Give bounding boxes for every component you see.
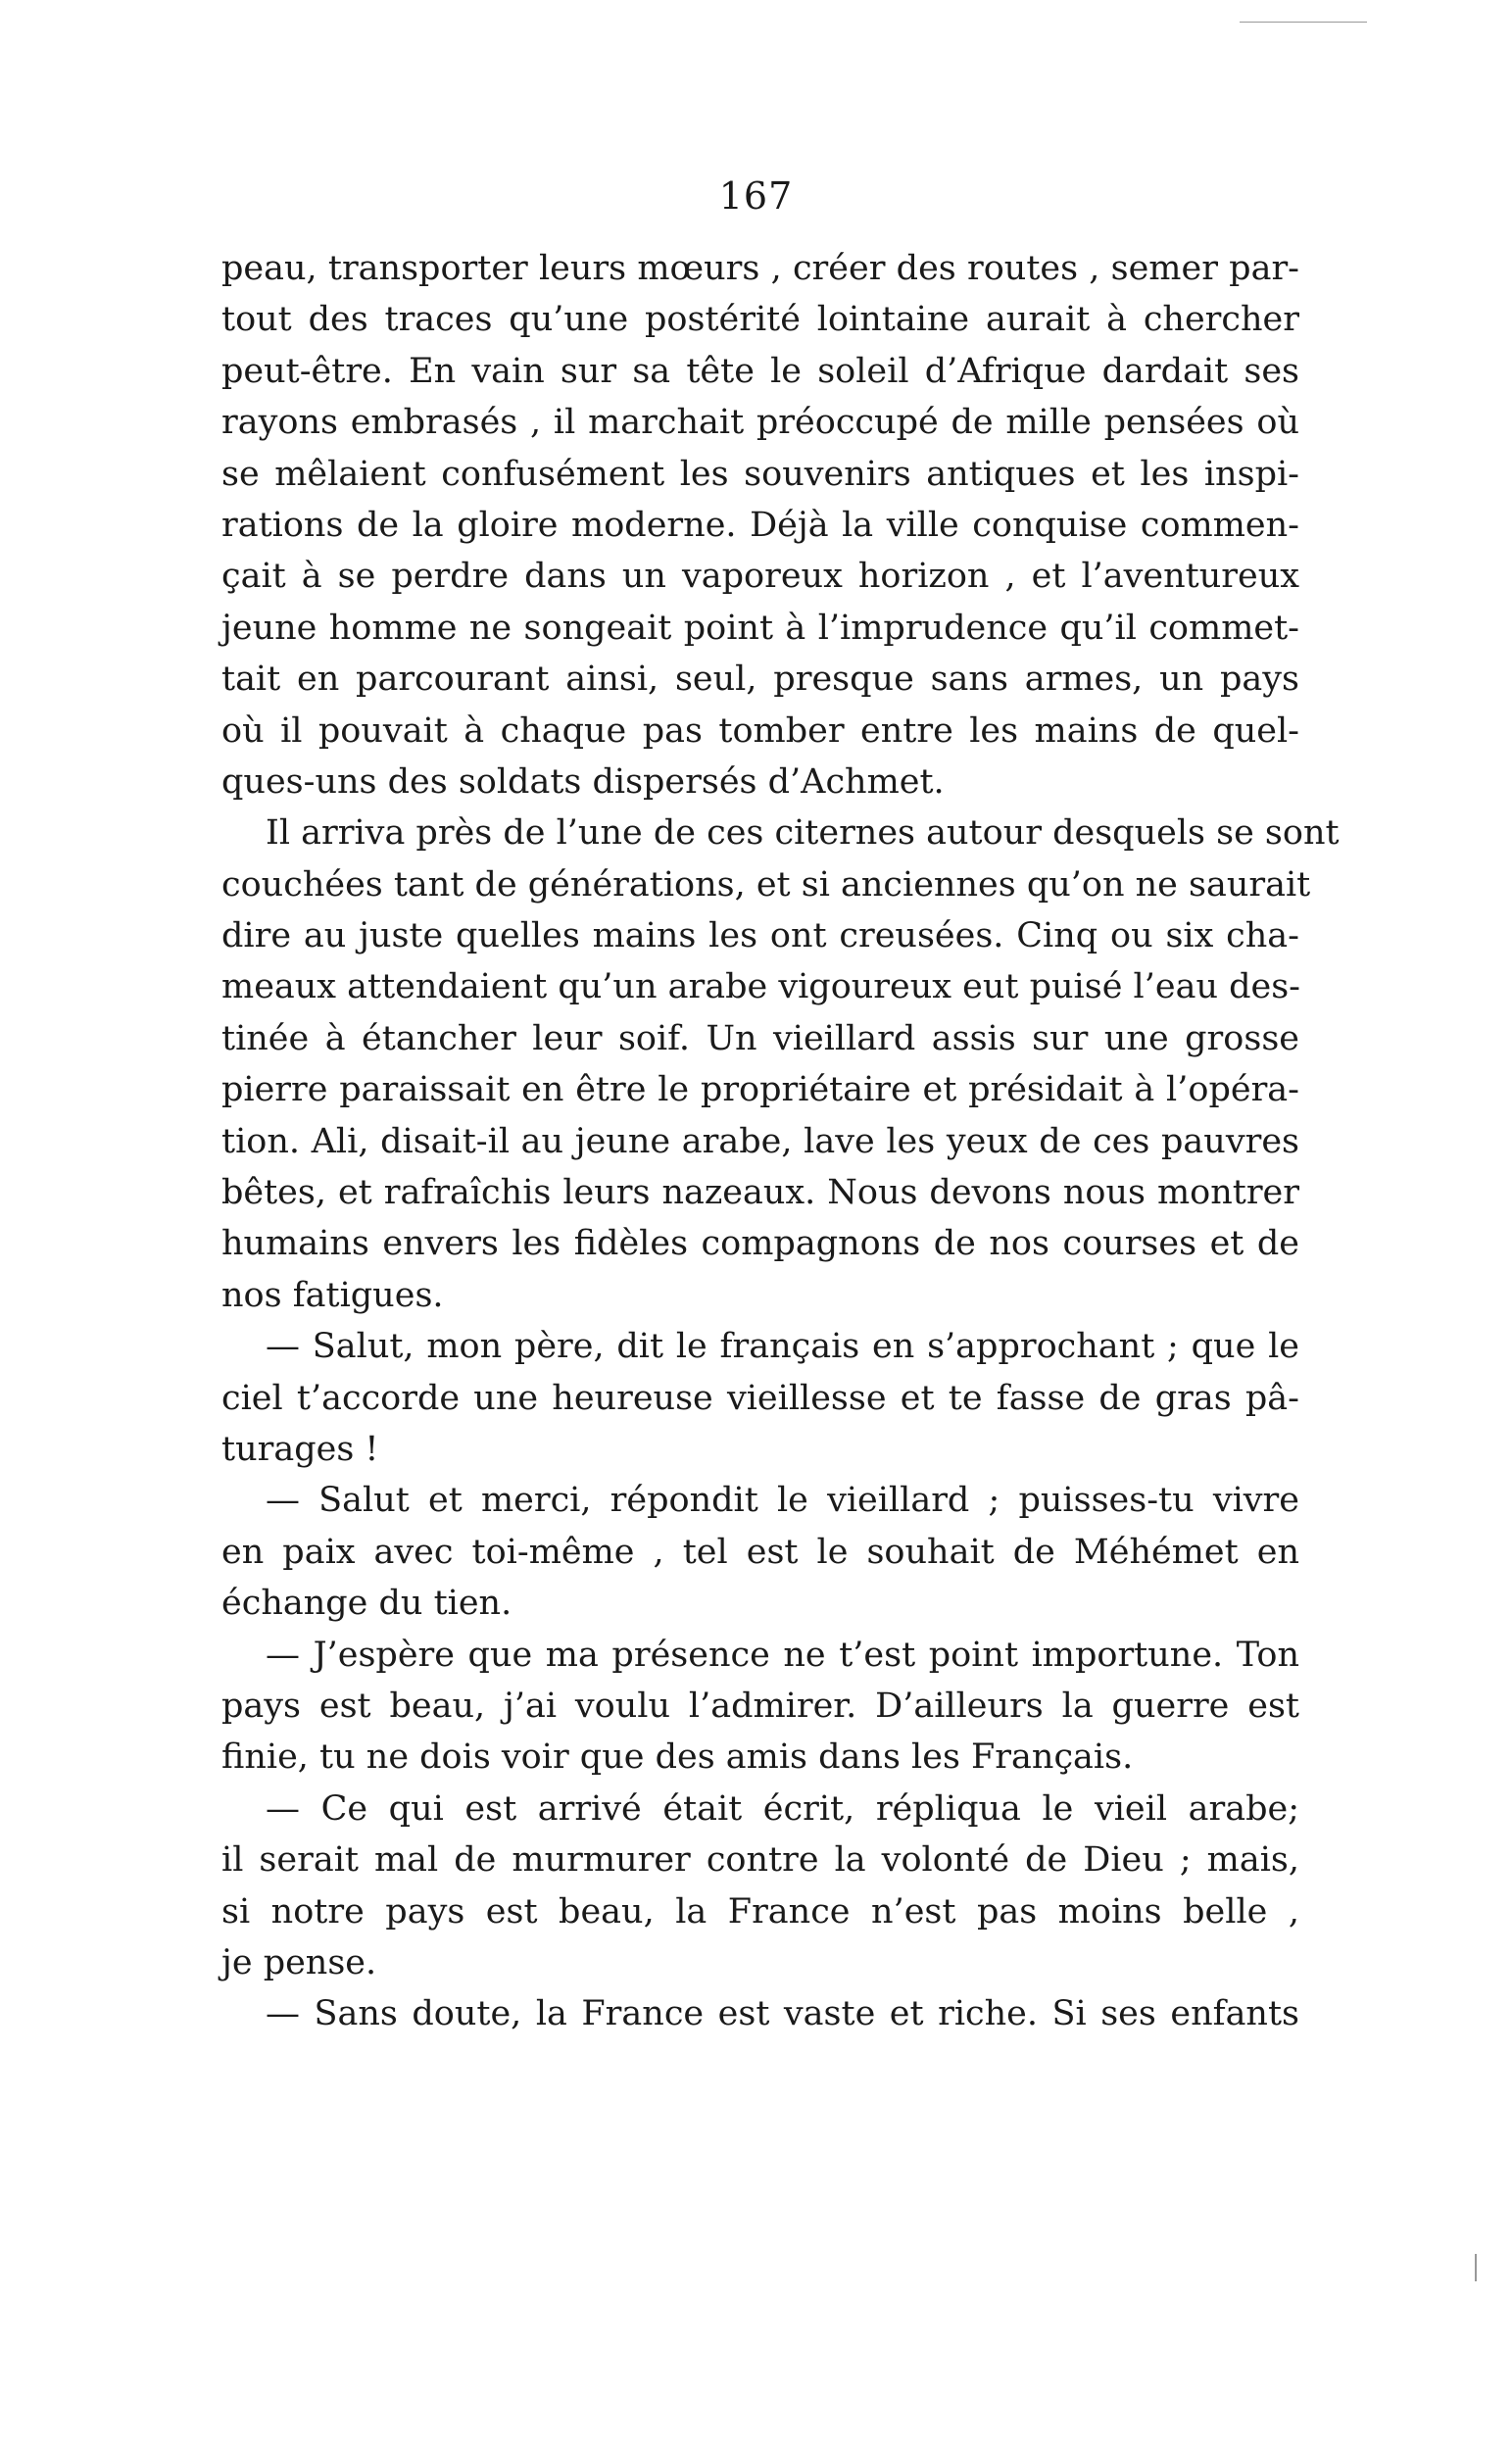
text-line: dire au juste quelles mains les ont creusées. Cinq ou six cha- xyxy=(221,916,1299,956)
text-line: échange du tien. xyxy=(221,1584,512,1624)
text-line: peau, transporter leurs mœurs , créer des routes , semer par- xyxy=(221,249,1299,288)
text-line: — Sans doute, la France est vaste et riche. Si ses enfants xyxy=(266,1994,1299,2034)
text-line: si notre pays est beau, la France n’est pas moins belle , xyxy=(221,1891,1299,1932)
text-line: pierre paraissait en être le propriétaire et présidait à l’opéra- xyxy=(221,1070,1299,1110)
text-line: en paix avec toi-même , tel est le souhait de Méhémet en xyxy=(221,1532,1299,1572)
text-line: — Salut, mon père, dit le français en s’approchant ; que le xyxy=(266,1327,1299,1367)
text-line: ciel t’accorde une heureuse vieillesse et te fasse de gras pâ- xyxy=(221,1378,1299,1418)
body-text xyxy=(221,243,1340,2040)
text-line: Il arriva près de l’une de ces citernes autour desquels se sont xyxy=(266,813,1340,854)
text-line: tinée à étancher leur soif. Un vieillard assis sur une grosse xyxy=(221,1018,1299,1058)
text-line: çait à se perdre dans un vaporeux horizon , et l’aventureux xyxy=(221,557,1299,597)
text-line: couchées tant de générations, et si anciennes qu’on ne saurait xyxy=(221,864,1311,905)
scan-artifact-line xyxy=(1240,22,1367,23)
scan-artifact-mark xyxy=(1475,2254,1477,2281)
text-line: se mêlaient confusément les souvenirs antiques et les inspi- xyxy=(221,454,1299,494)
text-line: humains envers les fidèles compagnons de nos courses et de xyxy=(221,1224,1299,1264)
page-number: 167 xyxy=(718,174,794,218)
text-line: peut-être. En vain sur sa tête le soleil d’Afrique dardait ses xyxy=(221,351,1299,391)
text-line: — J’espère que ma présence ne t’est point importune. Ton xyxy=(266,1635,1299,1675)
text-line: nos fatigues. xyxy=(221,1275,444,1315)
text-line: turages ! xyxy=(221,1429,379,1469)
text-line: tout des traces qu’une postérité lointaine aurait à chercher xyxy=(221,300,1299,340)
text-line: pays est beau, j’ai voulu l’admirer. D’ailleurs la guerre est xyxy=(221,1686,1299,1726)
text-line: bêtes, et rafraîchis leurs nazeaux. Nous devons nous montrer xyxy=(221,1173,1299,1213)
text-line: ques-uns des soldats dispersés d’Achmet. xyxy=(221,761,945,802)
text-line: — Ce qui est arrivé était écrit, répliqua le vieil arabe; xyxy=(266,1788,1299,1829)
text-line: où il pouvait à chaque pas tomber entre les mains de quel- xyxy=(221,710,1299,751)
text-line: je pense. xyxy=(221,1942,377,1982)
text-line: rations de la gloire moderne. Déjà la ville conquise commen- xyxy=(221,505,1299,545)
text-line: finie, tu ne dois voir que des amis dans les Français. xyxy=(221,1737,1134,1778)
text-line: tion. Ali, disait-il au jeune arabe, lave les yeux de ces pauvres xyxy=(221,1121,1299,1161)
text-line: — Salut et merci, répondit le vieillard ; puisses-tu vivre xyxy=(266,1481,1299,1521)
text-line: il serait mal de murmurer contre la volonté de Dieu ; mais, xyxy=(221,1840,1299,1881)
text-line: jeune homme ne songeait point à l’imprudence qu’il commet- xyxy=(221,608,1299,648)
text-line: meaux attendaient qu’un arabe vigoureux eut puisé l’eau des- xyxy=(221,967,1301,1007)
text-line: tait en parcourant ainsi, seul, presque sans armes, un pays xyxy=(221,660,1299,700)
text-line: rayons embrasés , il marchait préoccupé de mille pensées où xyxy=(221,403,1299,443)
